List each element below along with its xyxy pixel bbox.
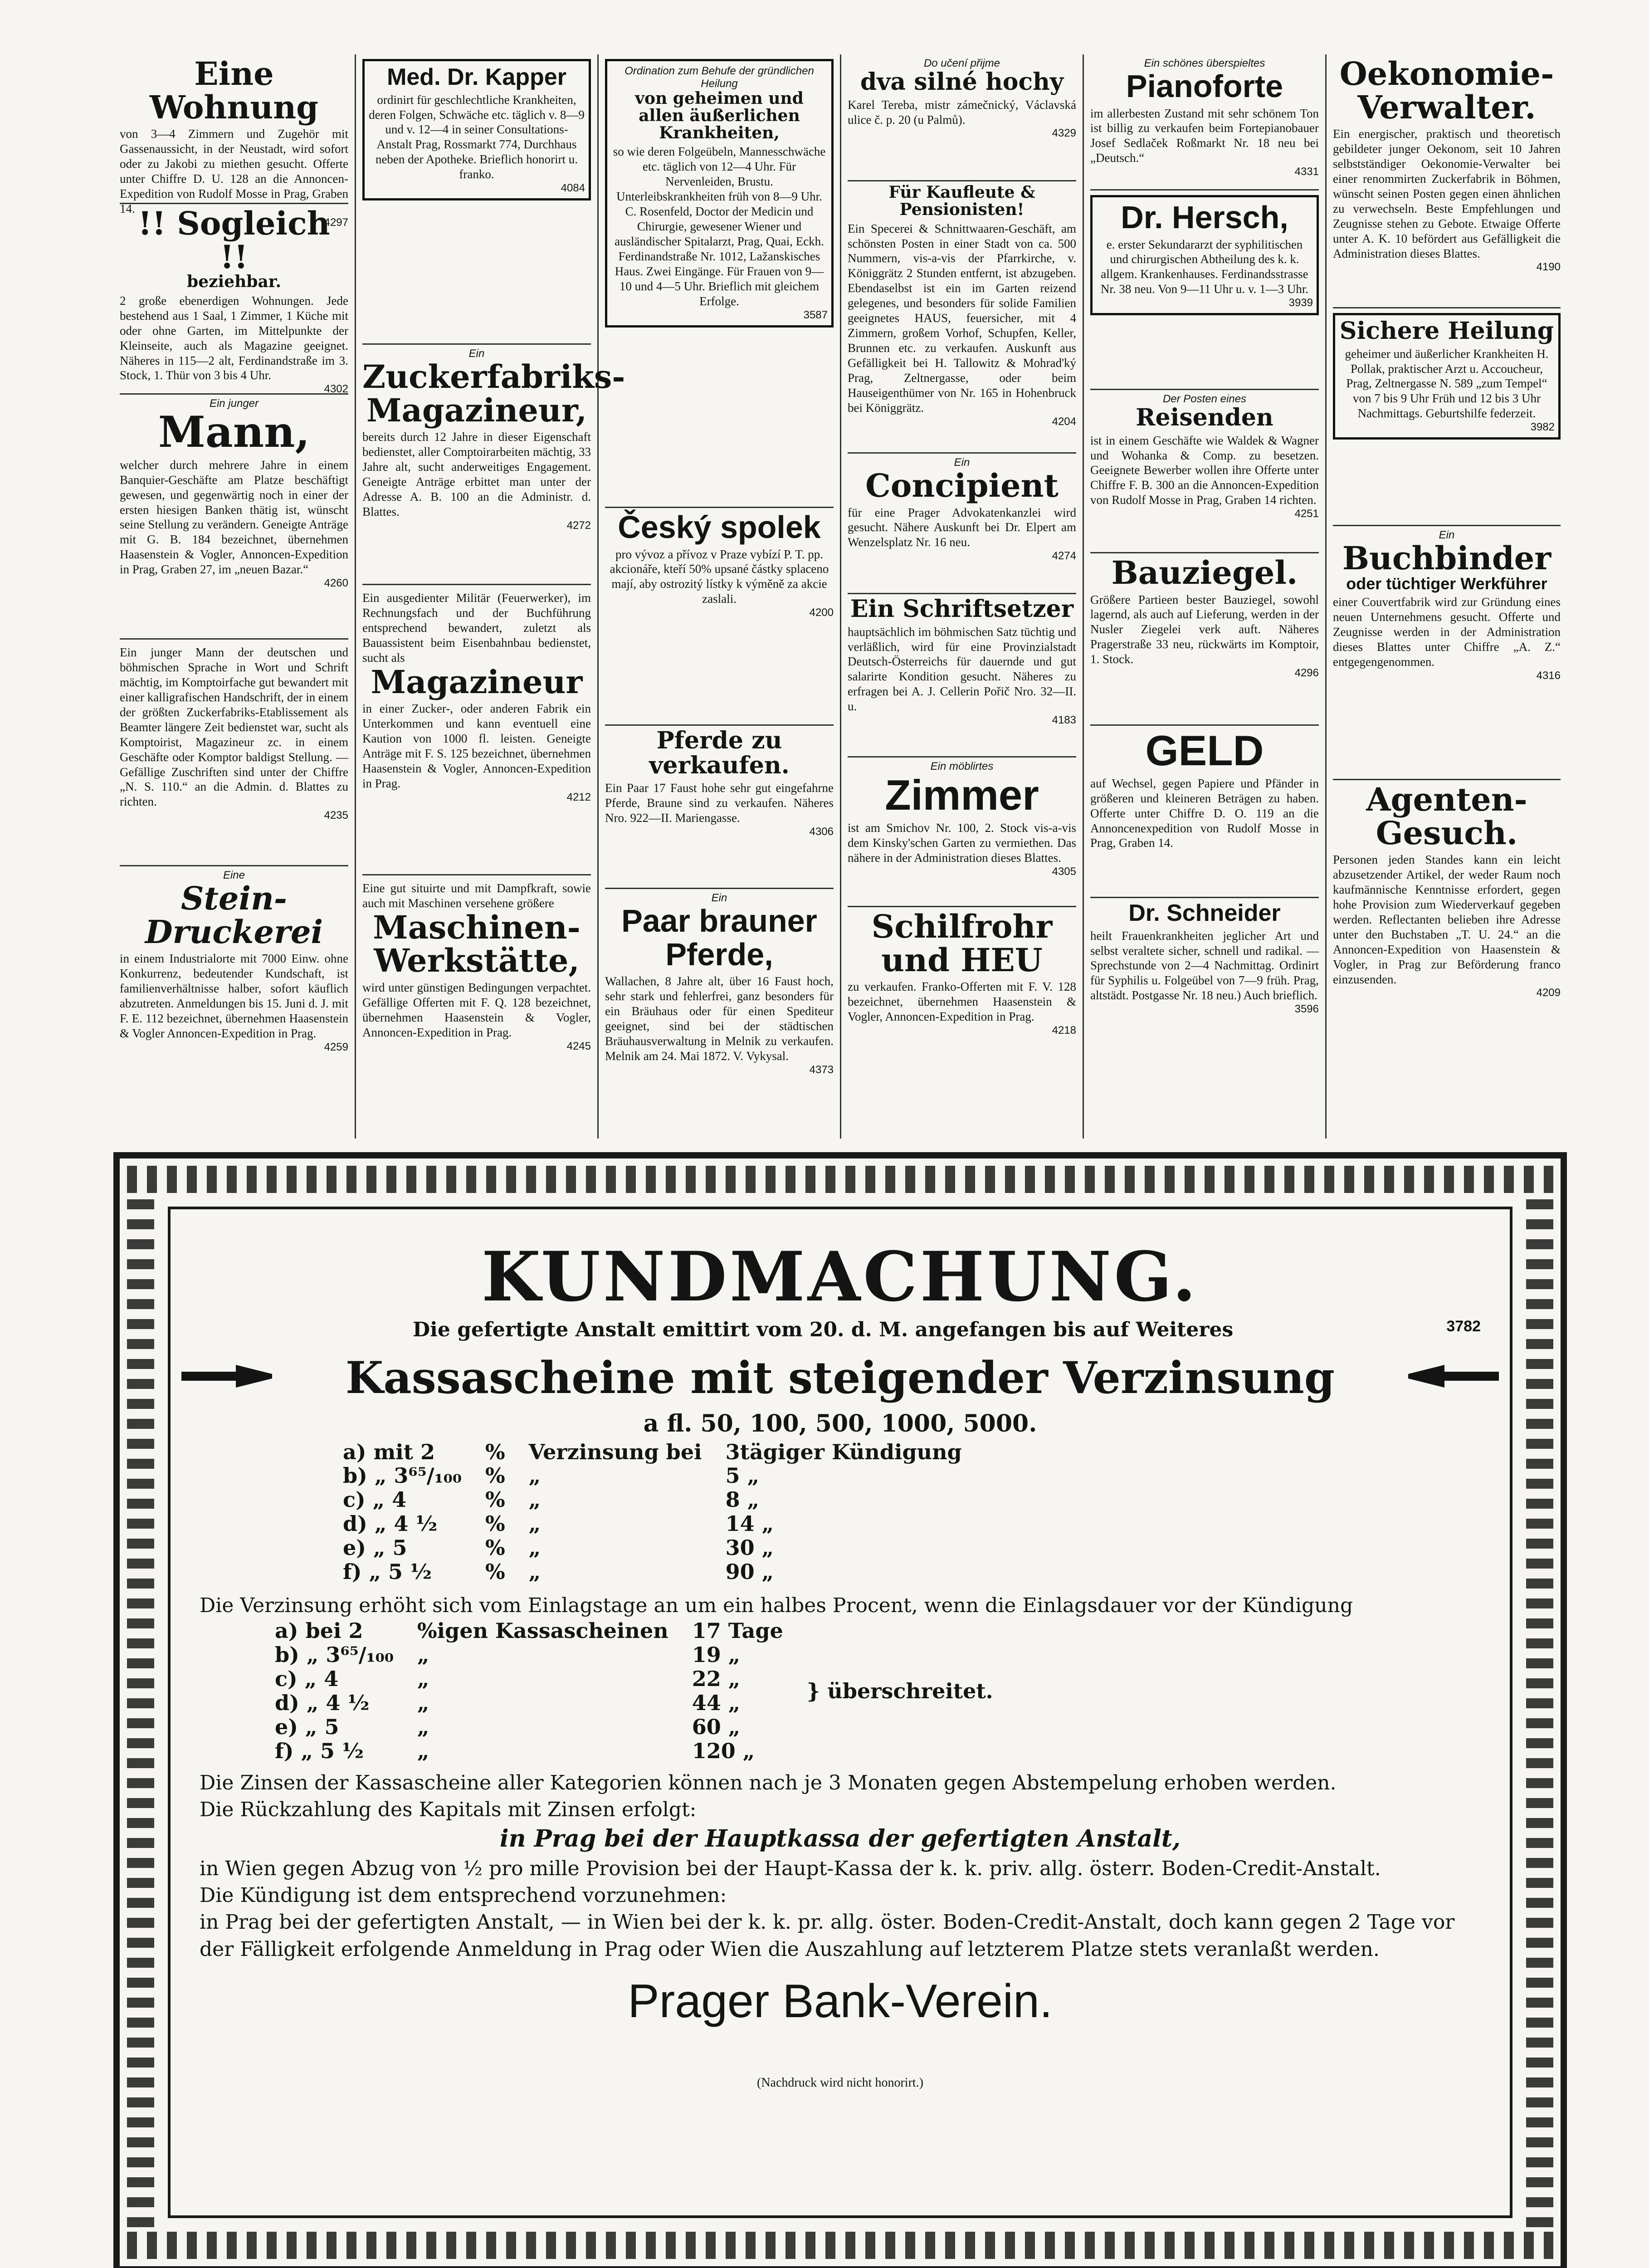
ad-headline: Pferde zu verkaufen. [649,727,790,779]
rate-cell: „ [417,1667,429,1691]
ad-headline: von geheimen und allen äußerlichen Krankheiten, [635,89,804,142]
rate-cell: „ [528,1463,541,1488]
rate-cell: 22 „ [692,1667,741,1691]
ad-preheadline: Ein [468,347,485,360]
rate-cell: d) „ 4 ½ [343,1511,438,1536]
ad-headline: !! Sogleich !! [138,205,330,276]
reprint-note: (Nachdruck wird nicht honorirt.) [757,2076,923,2090]
rate-row [331,1464,974,1488]
ad-body-continued: in einer Zucker-, oder anderen Fabrik ein Unterkommen und kann eventuell eine Kaution von 1000 fl. leisten. Geneigte Anträge mit F. S. 125 bezeichnet, übernehmen Haasenstein & Vogler, Annoncen-Expedition in Prag. [362,702,591,790]
ad-number: 3939 [1288,297,1313,309]
ad-magazineur [362,585,591,875]
rate-cell: 17 Tage [692,1618,783,1643]
ad-body: Ein energischer, praktisch und theoretisch gebildeter junger Oekonom, seit 10 Jahren selbstständiger Oekonomie-Verwalter bei einer renommirten Zuckerfabrik in Böhmen, wünscht seinen Posten gegen einen ähnlichen zu verwechseln. Beste Empfehlungen und Zeugnisse stehen zu Gebote. Etwaige Offerte unter A. K. 10 befördert aus Gefälligkeit die Administration dieses Blattes. [1333,127,1561,260]
ad-column-3 [599,54,841,1139]
notice-paragraph-1: Die Verzinsung erhöht sich vom Einlagstage an um ein halbes Procent, wenn die Einlagsdauer vor der Kündigung [200,1593,1353,1617]
rate-row [263,1619,1005,1643]
rate-row [331,1440,974,1464]
ad-zuckerfabriks-magazineur [362,345,625,585]
ad-headline: Mann, [158,407,310,457]
ad-steindruckerei [120,866,348,1129]
ad-headline: Zuckerfabriks-Magazineur, [362,358,625,429]
ad-preheadline: Ordination zum Behufe der gründlichen Heilung [624,65,814,90]
ad-body: hauptsächlich im böhmischen Satz tüchtig und verläßlich, wird für eine Provinzialstadt Deutsch-Österreichs für dauernde und gut salarirte Kondition gesucht. Näheres zu erfragen bei A. J. Cellerin Pořič Nro. 32—II. u. [848,625,1076,714]
ad-kaufleute [848,181,1076,454]
ad-body: Ein ausgedienter Militär (Feuerwerker), im Rechnungsfach und der Buchführung entsprechend bewandert, zuletzt als Bauassistent beim Eisenbahnbau bedienstet, sucht als [362,591,591,665]
ad-box [1333,313,1561,440]
ad-number: 4251 [1294,508,1319,520]
ad-body: heilt Frauenkrankheiten jeglicher Art und selbst veraltete sicher, schnell und radikal. — Sprechstunde von 2—4 Nachmittag. Ordinirt für Syphilis u. Folgeübel von 7—9 früh. Prag, altstädt. Postgasse Nr. 18 neu.) Auch brieflich. [1090,929,1319,1002]
ad-number: 4296 [1294,667,1319,679]
ad-sichere-heilung [1333,308,1561,526]
ad-preheadline: Ein [1439,529,1455,541]
rate-cell: „ [417,1642,429,1667]
rate-cell: „ [528,1487,541,1512]
rate-cell: a) bei 2 [275,1618,363,1643]
notice-denominations: a fl. 50, 100, 500, 1000, 5000. [643,1410,1037,1438]
extended-rates-table [263,1619,1005,1763]
rate-cell: c) „ 4 [343,1487,407,1512]
ad-body: bereits durch 12 Jahre in dieser Eigenschaft bedienstet, aller Comptoirarbeiten mächtig, 33 Jahre alt, sucht anderweitiges Engagement. Geneigte Anträge erbittet man unter der Adresse A. B. 100 an die Administr. d. Blattes. [362,430,591,518]
ad-body: ordinirt für geschlechtliche Krankheiten, deren Folgen, Schwäche etc. täglich v. 8—9 und v. 12—4 in seiner Consultations-Anstalt Prag, Rossmarkt 774, Durchhaus neben der Apotheke. Brieflich honorirt u. franko. [369,93,585,181]
ad-headline: Buchbinder [1342,539,1551,577]
ad-column-6 [1327,54,1567,1139]
ad-reisenden [1090,390,1319,553]
meander-border-top [127,1166,1553,1193]
rate-cell: c) „ 4 [275,1667,339,1691]
pointing-hand-left-icon [1404,1360,1499,1392]
ad-body: Eine gut situirte und mit Dampfkraft, sowie auch mit Maschinen versehene größere [362,881,591,910]
ad-headline: Pianoforte [1126,68,1283,104]
ad-headline: GELD [1145,727,1264,774]
ad-headline: Sichere Heilung [1339,317,1554,345]
ad-box [1090,195,1319,315]
ad-number: 4209 [1536,987,1561,999]
ad-headline: Magazineur [371,663,583,701]
ad-dr-schneider [1090,898,1319,1125]
ad-bauziegel [1090,553,1319,726]
ad-column-1 [113,54,356,1139]
ad-headline: Oekonomie-Verwalter. [1339,55,1554,126]
ad-headline: Agenten-Gesuch. [1366,781,1527,852]
ad-headline: Paar brauner Pferde, [621,903,817,972]
ad-body: Personen jeden Standes kann ein leicht abzusetzender Artikel, der weder Raum noch kaufmännische Kenntnisse erfordert, gegen hohe Provision zum Wiederverkauf gegeben werden. Reflectanten belieben ihre Adresse unter den Buchstaben „T. U. 24.“ an die Annoncen-Expedition von Haasenstein & Vogler, in Prag zur Beförderung franco einzusenden. [1333,853,1561,986]
ad-body: im allerbesten Zustand mit sehr schönem Ton ist billig zu verkaufen beim Fortepianobauer Josef Sedlaček Roßmarkt Nr. 18 neu bei „Deutsch.“ [1090,106,1319,165]
rate-cell: b) „ 3⁶⁵/₁₀₀ [343,1463,462,1488]
ad-body: auf Wechsel, gegen Papiere und Pfänder in größeren und kleineren Beträgen zu haben. Offerte unter Chiffre D. O. 119 an die Annoncenexpedition von Rudolf Mosse in Prag, Graben 14. [1090,776,1319,850]
ad-preheadline: Eine [223,869,245,881]
rate-cell: „ [417,1690,429,1715]
notice-intro [200,1316,1481,1343]
classified-ads-section [113,54,1567,1143]
notice-paragraph-2: Die Zinsen der Kassascheine aller Kategorien können nach je 3 Monaten gegen Abstempelung erhoben werden. [200,1771,1337,1794]
rate-cell: Verzinsung bei [528,1439,702,1464]
ad-number: 4274 [1052,550,1076,562]
ad-cesky-spolek [605,508,834,726]
ad-body: einer Couvertfabrik wird zur Gründung eines neuen Unternehmens gesucht. Offerte und Zeugnisse werden in der Administration dieses Blattes unter Chiffre „A. Z.“ entgegengenommen. [1333,595,1561,669]
rate-cell: 60 „ [692,1714,741,1739]
rate-cell: 44 „ [692,1690,741,1715]
rate-cell: 120 „ [692,1738,755,1763]
notice-subtitle-text: Kassascheine mit steigender Verzinsung [346,1352,1335,1404]
rate-row [331,1560,974,1584]
ad-rosenfeld [605,54,834,508]
ad-headline: Reisenden [1136,404,1273,431]
rate-cell: 19 „ [692,1642,741,1667]
ad-headline: Maschinen-Werkstätte, [373,908,581,980]
kundmachung-notice [113,1152,1567,2268]
rate-cell: „ [417,1738,429,1763]
ad-headline: Zimmer [885,771,1039,819]
ad-number: 4316 [1536,669,1561,682]
rate-cell: 5 „ [725,1463,760,1488]
rate-row [331,1512,974,1536]
ad-number: 4212 [566,791,591,803]
rate-cell: d) „ 4 ½ [275,1690,370,1715]
ad-number: 4329 [1052,127,1076,140]
ad-maschinen-werkstaette [362,875,591,1129]
ad-headline: Med. Dr. Kapper [387,64,566,90]
rate-row [331,1536,974,1560]
ad-preheadline: Ein junger [209,397,259,410]
meander-border-right [1526,1198,1553,2227]
ad-sogleich [120,204,348,395]
ad-body: geheimer und äußerlicher Krankheiten H. Pollak, praktischer Arzt u. Accoucheur, Prag, Zeltnergasse N. 589 „zum Tempel“ von 7 bis 9 Uhr Früh und 12 bis 3 Uhr Nachmittags. Geburtshilfe federzeit. [1345,347,1549,420]
ad-dva-hochy [848,54,1076,181]
ad-number: 4306 [809,826,834,838]
ad-number: 4260 [324,577,348,590]
ad-preheadline: Ein [954,456,970,469]
ad-number: 3587 [803,308,828,321]
ad-number: 4331 [1294,166,1319,178]
ad-box [362,59,591,200]
ad-paar-pferde [605,889,834,1125]
brace-label: } überschreitet. [806,1678,993,1703]
pointing-hand-right-icon [181,1360,277,1392]
ad-schriftsetzer [848,594,1076,758]
ad-headline: dva silné hochy [860,68,1064,96]
ad-preheadline: Ein [711,892,727,904]
ad-number: 4259 [324,1041,348,1053]
ad-number: 4183 [1052,714,1076,727]
ad-number: 4084 [561,182,585,195]
rate-row [331,1488,974,1512]
ad-body: Karel Tereba, mistr zámečnický, Václavská ulice č. p. 20 (u Palmů). [848,98,1076,127]
ad-headline: Bauziegel. [1111,554,1298,591]
ad-body: 2 große ebenerdigen Wohnungen. Jede bestehend aus 1 Saal, 1 Zimmer, 1 Küche mit oder ohne Garten, im Mittelpunkte der Kleinseite, auch als Magazine geeignet. Näheres in 115—2 alt, Ferdinandstraße im 3. Stock, 1. Thür von 3 bis 4 Uhr. [120,293,348,382]
ad-wohnung [120,54,348,229]
meander-border-bottom [127,2232,1553,2259]
ad-headline: Český spolek [618,509,821,545]
ad-number: 4373 [809,1063,834,1076]
ad-headline: Schilfrohr und HEU [871,908,1053,979]
ad-number: 4235 [324,809,348,822]
notice-paragraph-7: in Prag bei der gefertigten Anstalt, — in Wien bei der k. k. pr. allg. öster. Boden-Credit-Anstalt, doch kann gegen 2 Tage vor der Fälligkeit erfolgende Anmeldung in Prag oder Wien die Auszahlung auf letzterem Platze stets veranlaßt werden. [200,1911,1455,1961]
rate-cell: „ [528,1535,541,1560]
rate-cell: „ [417,1714,429,1739]
rate-cell: „ [528,1511,541,1536]
rate-cell: % [485,1535,505,1560]
ad-number: 4302 [324,383,348,396]
notice-subtitle [200,1352,1481,1403]
ad-body: von 3—4 Zimmern und Zugehör mit Gassenaussicht, in der Neustadt, wird sofort oder zu Jakobi zu miethen gesucht. Offerte unter Chiffre D. U. 128 an die Annoncen-Expedition von Rudolf Mosse in Prag, Graben 14. [120,127,348,215]
extended-rates-body [263,1619,1005,1763]
rate-cell: 8 „ [725,1487,760,1512]
ad-junger-mann [120,395,348,640]
notice-paragraph-6: Die Kündigung ist dem entsprechend vorzunehmen: [200,1884,727,1907]
rate-cell: „ [528,1559,541,1584]
ad-agenten-gesuch [1333,780,1561,1098]
rate-cell: e) „ 5 [275,1714,339,1739]
notice-paragraph-4: in Prag bei der Hauptkassa der gefertigten Anstalt, [499,1825,1181,1853]
rate-cell: 30 „ [725,1535,774,1560]
notice-paragraph-3: Die Rückzahlung des Kapitals mit Zinsen erfolgt: [200,1798,697,1822]
rate-cell: 3tägiger Kündigung [725,1439,962,1464]
ad-body: Wallachen, 8 Jahre alt, über 16 Faust hoch, sehr stark und fehlerfrei, ganz besonders für ein Bräuhaus oder für einen Spediteur geeignet, sind bei der städtischen Bräuhausverwaltung in Melnik zu verkaufen. Melnik am 24. Mai 1872. V. Vykysal. [605,974,834,1063]
rate-cell: % [485,1439,505,1464]
ad-column-4 [841,54,1084,1139]
ad-junger-mann-komptoir [120,640,348,866]
ad-schilfrohr [848,907,1076,1125]
notice-signature: Prager Bank-Verein. [628,1975,1053,2028]
ad-body: e. erster Sekundararzt der syphilitischen und chirurgischen Abtheilung des k. k. allgem. Krankenhauses. Ferdinandsstrasse Nr. 38 neu. Von 9—11 Uhr u. v. 1—3 Uhr. [1100,237,1309,296]
ad-body: zu verkaufen. Franko-Offerten mit F. V. 128 bezeichnet, übernehmen Haasenstein & Vogler, Annoncen-Expedition in Prag. [848,980,1076,1023]
meander-border-left [127,1198,154,2227]
ad-body: pro vývoz a přívoz v Praze vybízí P. T. pp. akcionáře, kteří 50% upsané částky splaceno mají, aby ostrozitý lístky k výměně za akcie zaslali. [610,547,829,606]
ad-body: ist am Smichov Nr. 100, 2. Stock vis-a-vis dem Kinsky'schen Garten zu vermiethen. Das nähere in der Administration dieses Blattes. [848,821,1076,865]
ad-subheadline: oder tüchtiger Werkführer [1346,574,1547,593]
ad-box [605,59,834,327]
ad-headline: Eine Wohnung [149,55,319,126]
rate-cell: %igen Kassascheinen [417,1618,668,1643]
interest-rates-table [331,1440,974,1584]
ad-number: 4200 [809,606,834,619]
ad-preheadline: Ein möblirtes [930,760,994,772]
ad-number: 3596 [1294,1003,1319,1016]
ad-headline: Concipient [865,467,1059,504]
ad-preheadline: Der Posten eines [1162,393,1247,405]
interest-rates-body [331,1440,974,1584]
ad-column-2 [356,54,625,1139]
ad-dr-hersch [1090,191,1319,390]
ad-headline: Dr. Schneider [1128,900,1281,926]
ad-body: für eine Prager Advokatenkanzlei wird gesucht. Nähere Auskunft bei Dr. Elpert am Wenzelsplatz Nr. 16 neu. [848,505,1076,549]
page-sheet [113,54,1567,2268]
notice-title: KUNDMACHUNG. [481,1237,1199,1317]
ad-body: so wie deren Folgeübeln, Mannesschwäche etc. täglich von 12—4 Uhr. Für Nervenleiden, Brustu. Unterleibskrankheiten früh von 8—9 Uhr. C. Rosenfeld, Doctor der Medicin und Chirurgie, gewesener Wiener und ausländischer Spitalarzt, Prag, Quai, Eckh. Ferdinandstraße Nr. 1012, Lažanskisches Haus. Zwei Eingänge. Für Frauen von 9—10 und 4—5 Uhr. Brieflich mit gleichem Erfolge. [613,145,826,308]
ad-geld [1090,726,1319,898]
ad-buchbinder [1333,526,1561,780]
ad-headline: Stein-Druckerei [145,880,323,951]
notice-ref-number: 3782 [1446,1318,1481,1335]
rate-cell: % [485,1463,505,1488]
rate-cell: % [485,1511,505,1536]
ad-subheadline: beziehbar. [187,272,281,291]
ad-body-continued: wird unter günstigen Bedingungen verpachtet. Gefällige Offerten mit F. Q. 128 bezeichnet, übernehmen Haasenstein & Vogler, Annoncen-Expedition in Prag. [362,980,591,1039]
ad-number: 4245 [566,1040,591,1052]
ad-pianoforte [1090,54,1319,191]
rate-cell: f) „ 5 ½ [343,1559,432,1584]
rate-cell: e) „ 5 [343,1535,407,1560]
ad-headline: Für Kaufleute & Pensionisten! [888,183,1035,219]
ad-body: in einem Industrialorte mit 7000 Einw. ohne Konkurrenz, bedeutender Kundschaft, ist familienverhältnisse halber, sofort käuflich abzutreten. Anmeldungen bis 15. Juni d. J. mit F. E. 112 bezeichnet, übernehmen Haasenstein & Vogler Annoncen-Expedition in Prag. [120,952,348,1040]
ad-body: Ein Paar 17 Faust hohe sehr gut eingefahrne Pferde, Braune sind zu verkaufen. Näheres Nro. 922—II. Mariengasse. [605,781,834,825]
ad-body: Ein junger Mann der deutschen und böhmischen Sprache in Wort und Schrift mächtig, im Komptoirfache gut bewandert mit einer kalligrafischen Handschrift, der in einem der größten Zuckerfabriks-Etablissement als Beamter längere Zeit bedienstet war, sucht als Komptoirist, Magazineur zc. in einem Geschäfte oder Komptor baldigst Stellung. — Gefällige Zuschriften sind unter der Chiffre „N. S. 110.“ an die Admin. d. Blattes zu richten. [120,645,348,809]
ad-concipient [848,454,1076,594]
rate-cell: f) „ 5 ½ [275,1738,364,1763]
ad-headline: Ein Schriftsetzer [850,595,1074,623]
ad-body: Ein Specerei & Schnittwaaren-Geschäft, am schönsten Posten in einer Stadt von ca. 500 Nummern, vis-a-vis der Pfarrkirche, v. Königgrätz 2 Stunden entfernt, ist abzugeben. Ebendaselbst ist ein im Garten reizend gelegenes, und besonders für solide Familien geeignetes HAUS, feuersicher, mit 4 Zimmern, großem Vorhof, Schupfen, Keller, Brunnen etc. zu verkaufen. Auskunft aus Gefälligkeit bei H. Tallowitz & Mohrad'ký Prag, Zeltnergasse, oder beim Hauseigenthümer von Nr. 165 in Hohenbruck bei Königgrätz. [848,221,1076,415]
ad-number: 4272 [566,519,591,532]
ad-preheadline: Do učení přijme [923,57,1000,69]
rate-cell: % [485,1487,505,1512]
rate-cell: % [485,1559,505,1584]
ad-zimmer [848,758,1076,907]
notice-intro-text: Die gefertigte Anstalt emittirt vom 20. d. M. angefangen bis auf Weiteres [413,1318,1234,1341]
rate-cell: 90 „ [725,1559,774,1584]
ad-body: welcher durch mehrere Jahre in einem Banquier-Geschäfte am Platze beschäftigt gewesen, und gegenwärtig noch in einer der ersten hiesigen Banken thätig ist, wünscht seine Stellung zu verändern. Geneigte Anträge mit G. B. 184 bezeichnet, übernehmen Haasenstein & Vogler, Annoncen-Expedition in Prag, Graben 27, im „neuen Bazar.“ [120,458,348,577]
notice-paragraph-5: in Wien gegen Abzug von ½ pro mille Provision bei der Haupt-Kassa der k. k. priv. allg. österr. Boden-Credit-Anstalt. [200,1857,1381,1880]
ad-body: Größere Partieen bester Bauziegel, sowohl lagernd, als auch auf Lieferung, werden in der Nusler Ziegelei verk auft. Näheres Pragerstraße 33 neu, rückwärts im Komptoir, 1. Stock. [1090,592,1319,666]
ad-number: 4204 [1052,415,1076,428]
rate-cell: a) mit 2 [343,1439,435,1464]
rate-cell: 14 „ [725,1511,774,1536]
ad-preheadline: Ein schönes überspieltes [1144,57,1265,69]
ad-number: 4305 [1052,865,1076,878]
ad-dr-kapper [362,54,591,345]
ad-headline: Dr. Hersch, [1121,200,1288,235]
rate-cell: b) „ 3⁶⁵/₁₀₀ [275,1642,394,1667]
ad-number: 4190 [1536,261,1561,274]
ad-oekonomie-verwalter [1333,54,1561,308]
ad-pferde-verkaufen [605,726,834,889]
ad-number: 4297 [324,216,348,229]
notice-content [200,1237,1481,2195]
ad-number: 3982 [1530,421,1555,434]
ad-body: ist in einem Geschäfte wie Waldek & Wagner und Wohanka & Comp. zu besetzen. Geeignete Bewerber wollen ihre Offerte unter Chiffre F. B. 300 an die Annoncen-Expedition von Rudolf Mosse in Prag, Graben 14 richten. [1090,433,1319,507]
ad-column-5 [1084,54,1327,1139]
ad-number: 4218 [1052,1024,1076,1036]
